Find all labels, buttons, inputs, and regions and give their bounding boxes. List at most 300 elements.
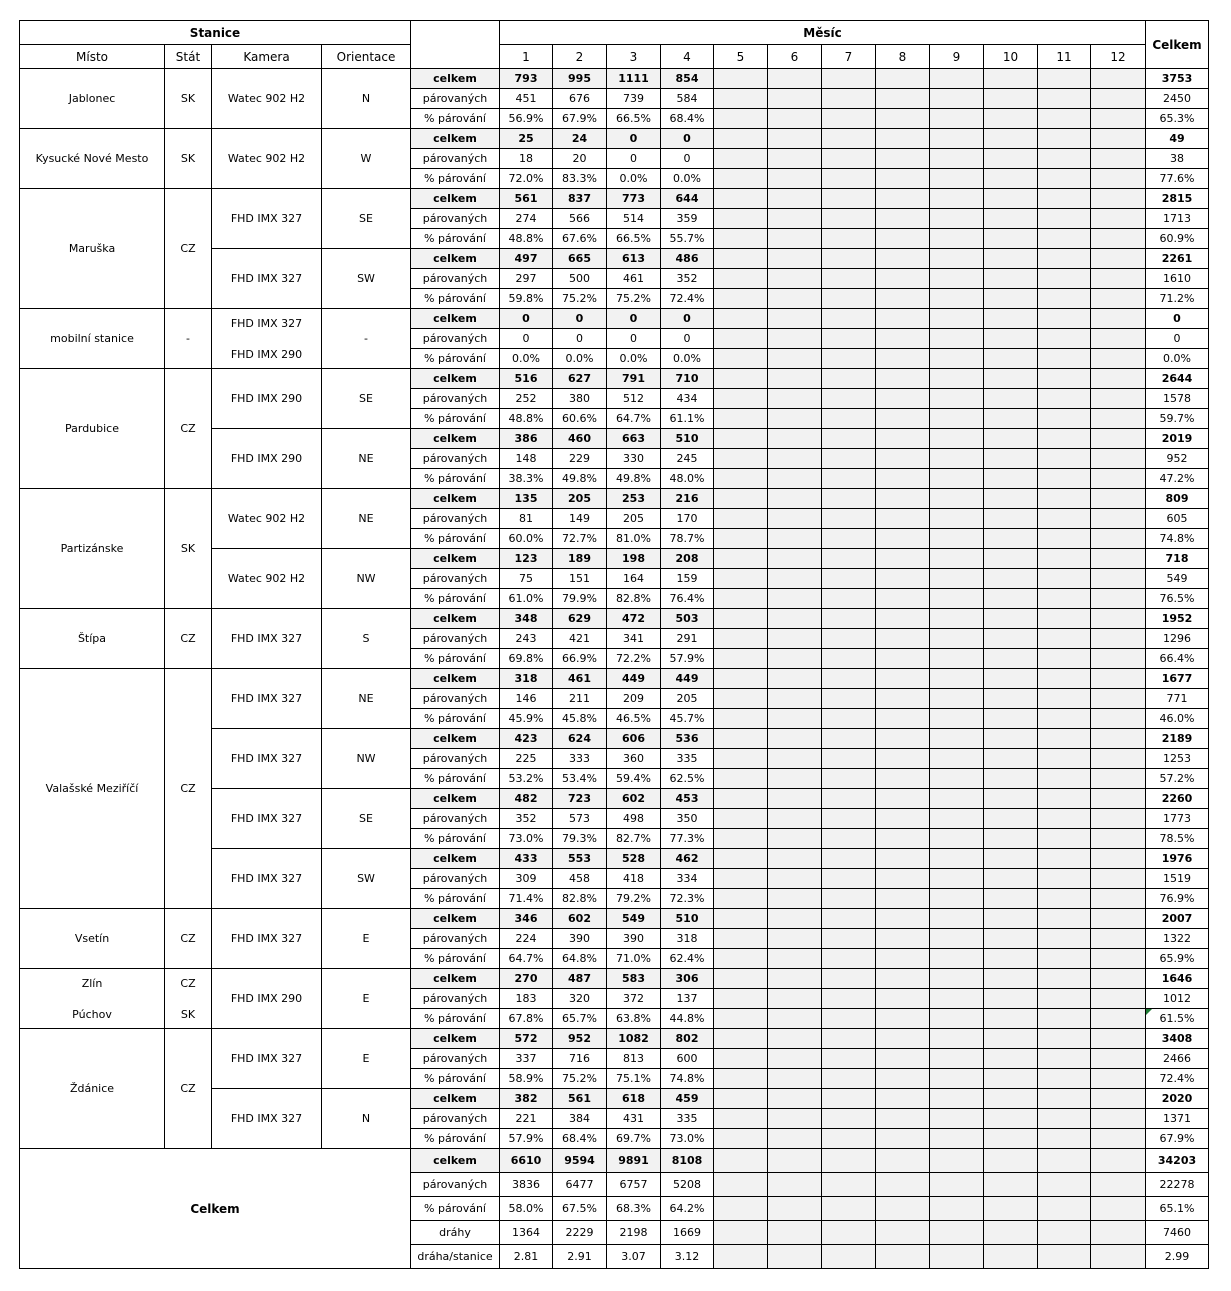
empty-cell <box>714 1029 768 1049</box>
stat-cell: CZ <box>165 609 212 669</box>
empty-cell <box>768 369 822 389</box>
empty-cell <box>984 209 1038 229</box>
empty-cell <box>714 1149 768 1173</box>
empty-cell <box>930 809 984 829</box>
stat-cell: SK <box>165 129 212 189</box>
value-cell: 624 <box>553 729 607 749</box>
total-cell: 22278 <box>1146 1173 1209 1197</box>
misto-cell: Kysucké Nové Mesto <box>20 129 165 189</box>
value-cell: 629 <box>553 609 607 629</box>
value-cell: 252 <box>500 389 553 409</box>
value-cell: 205 <box>661 689 714 709</box>
month-header: 1 <box>500 45 553 69</box>
empty-cell <box>930 289 984 309</box>
empty-cell <box>1091 129 1146 149</box>
empty-cell <box>768 1197 822 1221</box>
empty-cell <box>1091 309 1146 329</box>
value-cell: 791 <box>607 369 661 389</box>
value-cell: 386 <box>500 429 553 449</box>
value-cell: 216 <box>661 489 714 509</box>
empty-cell <box>1091 809 1146 829</box>
value-cell: 497 <box>500 249 553 269</box>
row-label: celkem <box>411 969 500 989</box>
value-cell: 2.81 <box>500 1245 553 1269</box>
empty-cell <box>876 449 930 469</box>
empty-cell <box>822 109 876 129</box>
value-cell: 309 <box>500 869 553 889</box>
kamera-cell: FHD IMX 327 <box>212 789 322 849</box>
value-cell: 57.9% <box>661 649 714 669</box>
empty-cell <box>1038 249 1091 269</box>
empty-cell <box>930 1049 984 1069</box>
empty-cell <box>822 69 876 89</box>
value-cell: 516 <box>500 369 553 389</box>
total-cell: 7460 <box>1146 1221 1209 1245</box>
label-column-header <box>411 21 500 69</box>
empty-cell <box>1038 609 1091 629</box>
empty-cell <box>822 169 876 189</box>
empty-cell <box>1091 1129 1146 1149</box>
table-row <box>20 609 1209 629</box>
value-cell: 62.5% <box>661 769 714 789</box>
orientace-cell: N <box>322 69 411 129</box>
empty-cell <box>714 209 768 229</box>
value-cell: 341 <box>607 629 661 649</box>
empty-cell <box>1091 529 1146 549</box>
total-cell: 2815 <box>1146 189 1209 209</box>
value-cell: 135 <box>500 489 553 509</box>
value-cell: 72.2% <box>607 649 661 669</box>
empty-cell <box>876 529 930 549</box>
empty-cell <box>930 409 984 429</box>
empty-cell <box>768 249 822 269</box>
total-cell: 952 <box>1146 449 1209 469</box>
value-cell: 205 <box>553 489 607 509</box>
empty-cell <box>984 149 1038 169</box>
value-cell: 48.8% <box>500 409 553 429</box>
empty-cell <box>984 1129 1038 1149</box>
row-label: párovaných <box>411 329 500 349</box>
empty-cell <box>1038 969 1091 989</box>
row-label: % párování <box>411 1129 500 1149</box>
empty-cell <box>768 109 822 129</box>
empty-cell <box>714 1109 768 1129</box>
value-cell: 159 <box>661 569 714 589</box>
misto-cell: Ždánice <box>20 1029 165 1149</box>
row-label: párovaných <box>411 569 500 589</box>
misto-cell: Pardubice <box>20 369 165 489</box>
empty-cell <box>984 509 1038 529</box>
empty-cell <box>984 429 1038 449</box>
value-cell: 123 <box>500 549 553 569</box>
empty-cell <box>714 649 768 669</box>
empty-cell <box>822 909 876 929</box>
empty-cell <box>714 129 768 149</box>
value-cell: 72.0% <box>500 169 553 189</box>
empty-cell <box>876 289 930 309</box>
empty-cell <box>876 769 930 789</box>
empty-cell <box>876 229 930 249</box>
row-label: celkem <box>411 429 500 449</box>
empty-cell <box>984 349 1038 369</box>
value-cell: 170 <box>661 509 714 529</box>
empty-cell <box>1091 1221 1146 1245</box>
value-cell: 813 <box>607 1049 661 1069</box>
empty-cell <box>1038 149 1091 169</box>
empty-cell <box>984 1069 1038 1089</box>
empty-cell <box>876 829 930 849</box>
value-cell: 229 <box>553 449 607 469</box>
empty-cell <box>1091 969 1146 989</box>
value-cell: 952 <box>553 1029 607 1049</box>
value-cell: 0.0% <box>607 169 661 189</box>
empty-cell <box>768 169 822 189</box>
empty-cell <box>930 269 984 289</box>
value-cell: 600 <box>661 1049 714 1069</box>
total-cell: 809 <box>1146 489 1209 509</box>
total-cell: 1519 <box>1146 869 1209 889</box>
value-cell: 75.2% <box>607 289 661 309</box>
empty-cell <box>876 249 930 269</box>
empty-cell <box>714 729 768 749</box>
value-cell: 149 <box>553 509 607 529</box>
kamera-cell: Watec 902 H2 <box>212 69 322 129</box>
empty-cell <box>714 809 768 829</box>
empty-cell <box>822 509 876 529</box>
value-cell: 510 <box>661 909 714 929</box>
empty-cell <box>876 629 930 649</box>
total-cell: 76.9% <box>1146 889 1209 909</box>
month-header: 6 <box>768 45 822 69</box>
empty-cell <box>822 1109 876 1129</box>
empty-cell <box>1091 449 1146 469</box>
value-cell: 225 <box>500 749 553 769</box>
empty-cell <box>714 549 768 569</box>
empty-cell <box>1091 149 1146 169</box>
empty-cell <box>1091 789 1146 809</box>
empty-cell <box>984 629 1038 649</box>
orientace-cell: NE <box>322 489 411 549</box>
empty-cell <box>1038 869 1091 889</box>
value-cell: 802 <box>661 1029 714 1049</box>
value-cell: 716 <box>553 1049 607 1069</box>
empty-cell <box>1091 629 1146 649</box>
empty-cell <box>822 849 876 869</box>
total-cell: 2260 <box>1146 789 1209 809</box>
value-cell: 0.0% <box>607 349 661 369</box>
total-cell: 0 <box>1146 309 1209 329</box>
empty-cell <box>768 709 822 729</box>
value-cell: 584 <box>661 89 714 109</box>
empty-cell <box>876 729 930 749</box>
row-label: párovaných <box>411 509 500 529</box>
empty-cell <box>714 829 768 849</box>
value-cell: 461 <box>607 269 661 289</box>
value-cell: 67.8% <box>500 1009 553 1029</box>
misto-cell-line: Púchov <box>72 1007 112 1021</box>
empty-cell <box>984 949 1038 969</box>
empty-cell <box>714 469 768 489</box>
value-cell: 60.6% <box>553 409 607 429</box>
empty-cell <box>768 549 822 569</box>
empty-cell <box>1038 649 1091 669</box>
row-label: dráhy <box>411 1221 500 1245</box>
empty-cell <box>984 369 1038 389</box>
row-label: celkem <box>411 549 500 569</box>
empty-cell <box>930 629 984 649</box>
value-cell: 38.3% <box>500 469 553 489</box>
table-body <box>20 21 1209 1269</box>
value-cell: 6610 <box>500 1149 553 1173</box>
empty-cell <box>930 1129 984 1149</box>
value-cell: 627 <box>553 369 607 389</box>
empty-cell <box>984 389 1038 409</box>
empty-cell <box>768 89 822 109</box>
total-cell: 2189 <box>1146 729 1209 749</box>
empty-cell <box>822 789 876 809</box>
row-label: % párování <box>411 709 500 729</box>
empty-cell <box>984 869 1038 889</box>
value-cell: 75.2% <box>553 1069 607 1089</box>
empty-cell <box>1091 549 1146 569</box>
empty-cell <box>822 309 876 329</box>
value-cell: 18 <box>500 149 553 169</box>
total-cell: 47.2% <box>1146 469 1209 489</box>
orientace-cell: S <box>322 609 411 669</box>
orientace-cell: E <box>322 909 411 969</box>
empty-cell <box>768 309 822 329</box>
empty-cell <box>1091 1197 1146 1221</box>
empty-cell <box>822 229 876 249</box>
value-cell: 449 <box>661 669 714 689</box>
empty-cell <box>930 729 984 749</box>
empty-cell <box>714 89 768 109</box>
value-cell: 243 <box>500 629 553 649</box>
empty-cell <box>930 309 984 329</box>
kamera-cell: Watec 902 H2 <box>212 129 322 189</box>
orientace-cell: NE <box>322 669 411 729</box>
empty-cell <box>822 929 876 949</box>
empty-cell <box>1038 809 1091 829</box>
value-cell: 434 <box>661 389 714 409</box>
value-cell: 549 <box>607 909 661 929</box>
value-cell: 48.8% <box>500 229 553 249</box>
value-cell: 58.0% <box>500 1197 553 1221</box>
empty-cell <box>822 589 876 609</box>
value-cell: 2198 <box>607 1221 661 1245</box>
row-label: celkem <box>411 909 500 929</box>
empty-cell <box>876 1049 930 1069</box>
empty-cell <box>1038 769 1091 789</box>
value-cell: 77.3% <box>661 829 714 849</box>
empty-cell <box>768 409 822 429</box>
value-cell: 46.5% <box>607 709 661 729</box>
total-cell: 2644 <box>1146 369 1209 389</box>
value-cell: 613 <box>607 249 661 269</box>
empty-cell <box>822 969 876 989</box>
value-cell: 71.0% <box>607 949 661 969</box>
table-row <box>20 129 1209 149</box>
total-cell: 1677 <box>1146 669 1209 689</box>
value-cell: 0 <box>607 309 661 329</box>
empty-cell <box>1038 269 1091 289</box>
row-label: párovaných <box>411 89 500 109</box>
value-cell: 64.7% <box>500 949 553 969</box>
empty-cell <box>984 669 1038 689</box>
total-cell: 1646 <box>1146 969 1209 989</box>
row-label: % párování <box>411 529 500 549</box>
empty-cell <box>822 1069 876 1089</box>
value-cell: 553 <box>553 849 607 869</box>
empty-cell <box>1091 569 1146 589</box>
month-header: 11 <box>1038 45 1091 69</box>
empty-cell <box>1038 369 1091 389</box>
value-cell: 75 <box>500 569 553 589</box>
empty-cell <box>1091 1173 1146 1197</box>
empty-cell <box>876 129 930 149</box>
empty-cell <box>930 549 984 569</box>
total-cell: 771 <box>1146 689 1209 709</box>
empty-cell <box>876 909 930 929</box>
empty-cell <box>768 1109 822 1129</box>
empty-cell <box>984 849 1038 869</box>
empty-cell <box>768 1149 822 1173</box>
empty-cell <box>714 969 768 989</box>
empty-cell <box>822 409 876 429</box>
row-label: % párování <box>411 469 500 489</box>
empty-cell <box>876 1069 930 1089</box>
empty-cell <box>714 609 768 629</box>
empty-cell <box>768 929 822 949</box>
total-cell: 67.9% <box>1146 1129 1209 1149</box>
total-cell: 72.4% <box>1146 1069 1209 1089</box>
empty-cell <box>930 709 984 729</box>
value-cell: 854 <box>661 69 714 89</box>
value-cell: 224 <box>500 929 553 949</box>
empty-cell <box>822 669 876 689</box>
grand-total-label: Celkem <box>20 1149 411 1269</box>
empty-cell <box>876 369 930 389</box>
row-label: % párování <box>411 349 500 369</box>
empty-cell <box>1091 229 1146 249</box>
empty-cell <box>930 69 984 89</box>
total-cell: 38 <box>1146 149 1209 169</box>
table-row <box>20 309 1209 329</box>
empty-cell <box>714 409 768 429</box>
value-cell: 0 <box>661 129 714 149</box>
data-table <box>19 20 1209 1269</box>
stanice-header: Stanice <box>20 21 411 45</box>
empty-cell <box>822 729 876 749</box>
empty-cell <box>768 489 822 509</box>
empty-cell <box>984 329 1038 349</box>
row-label: % párování <box>411 1009 500 1029</box>
empty-cell <box>714 109 768 129</box>
empty-cell <box>714 509 768 529</box>
value-cell: 82.7% <box>607 829 661 849</box>
empty-cell <box>876 269 930 289</box>
empty-cell <box>930 369 984 389</box>
empty-cell <box>822 1245 876 1269</box>
value-cell: 61.1% <box>661 409 714 429</box>
row-label: celkem <box>411 1149 500 1173</box>
value-cell: 837 <box>553 189 607 209</box>
value-cell: 995 <box>553 69 607 89</box>
value-cell: 291 <box>661 629 714 649</box>
empty-cell <box>876 889 930 909</box>
empty-cell <box>984 589 1038 609</box>
value-cell: 773 <box>607 189 661 209</box>
misto-cell: Jablonec <box>20 69 165 129</box>
value-cell: 65.7% <box>553 1009 607 1029</box>
total-cell: 2007 <box>1146 909 1209 929</box>
empty-cell <box>1038 309 1091 329</box>
value-cell: 57.9% <box>500 1129 553 1149</box>
empty-cell <box>768 229 822 249</box>
empty-cell <box>822 889 876 909</box>
row-label: % párování <box>411 1197 500 1221</box>
empty-cell <box>714 429 768 449</box>
value-cell: 350 <box>661 809 714 829</box>
value-cell: 66.5% <box>607 109 661 129</box>
empty-cell <box>822 1049 876 1069</box>
empty-cell <box>1091 909 1146 929</box>
table-row <box>20 969 1209 989</box>
total-cell: 46.0% <box>1146 709 1209 729</box>
empty-cell <box>768 529 822 549</box>
empty-cell <box>984 109 1038 129</box>
value-cell: 602 <box>607 789 661 809</box>
stat-cell-line: SK <box>180 1007 196 1021</box>
empty-cell <box>768 869 822 889</box>
empty-cell <box>930 869 984 889</box>
empty-cell <box>768 909 822 929</box>
empty-cell <box>714 669 768 689</box>
value-cell: 0.0% <box>500 349 553 369</box>
month-header: 10 <box>984 45 1038 69</box>
value-cell: 0 <box>607 149 661 169</box>
total-cell: 57.2% <box>1146 769 1209 789</box>
misto-cell-line: Zlín <box>81 976 103 990</box>
empty-cell <box>876 869 930 889</box>
empty-cell <box>984 269 1038 289</box>
month-header: 3 <box>607 45 661 69</box>
empty-cell <box>822 449 876 469</box>
row-label: párovaných <box>411 149 500 169</box>
value-cell: 462 <box>661 849 714 869</box>
value-cell: 78.7% <box>661 529 714 549</box>
misto-cell: Vsetín <box>20 909 165 969</box>
empty-cell <box>768 1245 822 1269</box>
row-label: celkem <box>411 849 500 869</box>
value-cell: 793 <box>500 69 553 89</box>
empty-cell <box>1091 749 1146 769</box>
kamera-cell: FHD IMX 327 <box>212 1089 322 1149</box>
value-cell: 360 <box>607 749 661 769</box>
empty-cell <box>1038 1173 1091 1197</box>
empty-cell <box>714 709 768 729</box>
empty-cell <box>768 669 822 689</box>
total-cell: 1322 <box>1146 929 1209 949</box>
total-cell: 65.9% <box>1146 949 1209 969</box>
empty-cell <box>984 789 1038 809</box>
total-cell: 61.5% <box>1146 1009 1209 1029</box>
value-cell: 665 <box>553 249 607 269</box>
empty-cell <box>1038 209 1091 229</box>
empty-cell <box>930 529 984 549</box>
empty-cell <box>714 369 768 389</box>
empty-cell <box>1038 449 1091 469</box>
